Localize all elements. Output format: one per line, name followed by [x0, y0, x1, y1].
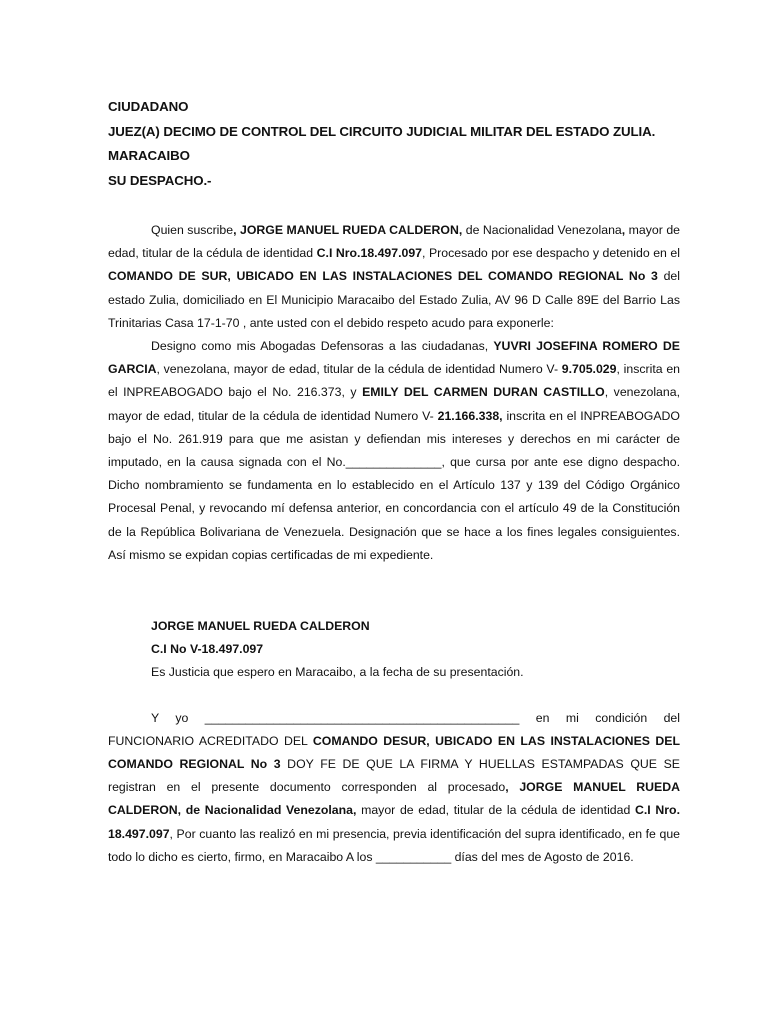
bold-run: C.I Nro.18.497.097 — [316, 246, 423, 261]
bold-run: 9.705.029 — [561, 362, 617, 377]
text-run: mayor de edad, titular de la cédula de identidad — [356, 803, 635, 818]
addressee-line: MARACAIBO — [108, 148, 190, 163]
text-run: inscrita en el INPREABOGADO bajo el No. 261.919 para que me asistan y defiendan mis intereses y derechos en mi carácter de imputado, en la causa signada con el No.______________, que cursa por ante ese digno despacho. Dicho nombramiento se fundamenta en lo establecido en el Artículo 137 y 139 del Código Orgánico Procesal Penal, y revocando mí defensa anterior, en concordancia con el artículo 49 de la Constitución de la República Bolivariana de Venezuela. Designación que se hace a los fines legales consiguientes. Así mismo se expidan copias certificadas de mi expediente. — [108, 408, 680, 562]
text-run: DOY FE DE QUE LA FIRMA Y HUELLAS ESTAMPADAS QUE SE registran en el presente documento corresponden al procesado — [108, 757, 680, 795]
bold-run: COMANDO DESUR, UBICADO EN LAS INSTALACIONES DEL COMANDO REGIONAL No 3 — [108, 733, 680, 772]
bold-run: YUVRI JOSEFINA ROMERO DE GARCIA — [108, 339, 680, 377]
bold-run: , — [621, 223, 626, 237]
text-run: Quien suscribe — [151, 223, 234, 237]
text-run: , Por cuanto las realizó en mi presencia, previa identificación del supra identificado, en fe que todo lo dicho es cierto, firmo, en Maracaibo A los ___________ días del mes de Agosto de 2016. — [108, 826, 680, 864]
bold-run: , JORGE MANUEL RUEDA CALDERON, de Nacionalidad Venezolana, — [108, 780, 680, 818]
addressee-line: CIUDADANO — [108, 99, 189, 114]
text-run: , venezolana, mayor de edad, titular de la cédula de identidad Numero V- — [108, 385, 680, 423]
addressee-block — [108, 95, 680, 193]
certification-paragraph — [108, 707, 680, 869]
document-page — [108, 95, 680, 869]
text-run: de Nacionalidad Venezolana — [462, 223, 622, 237]
signatory-ci: C.I No V-18.497.097 — [151, 642, 264, 657]
addressee-line: JUEZ(A) DECIMO DE CONTROL DEL CIRCUITO JUDICIAL MILITAR DEL ESTADO ZULIA. — [108, 123, 656, 139]
text-run: , venezolana, mayor de edad, titular de la cédula de identidad Numero V- — [156, 362, 562, 377]
bold-run: , JORGE MANUEL RUEDA CALDERON, — [233, 223, 463, 237]
intro-paragraph — [108, 219, 680, 335]
text-run: , inscrita en el INPREABOGADO bajo el No. 216.373, y — [108, 362, 680, 400]
bold-run: C.I Nro. 18.497.097 — [108, 803, 680, 841]
text-run: , Procesado por ese despacho y detenido en el — [422, 246, 680, 261]
signature-block — [151, 615, 680, 685]
text-run: Y yo ______________________________________________ en mi condición del FUNCIONARIO ACREDITADO DEL — [108, 710, 680, 748]
text-run: Designo como mis Abogadas Defensoras a las ciudadanas, — [151, 339, 494, 354]
text-run: mayor de edad, titular de la cédula de identidad — [108, 223, 680, 261]
bold-run: COMANDO DE SUR, UBICADO EN LAS INSTALACIONES DEL COMANDO REGIONAL No 3 — [108, 269, 658, 284]
text-run: del estado Zulia, domiciliado en El Municipio Maracaibo del Estado Zulia, AV 96 D Calle 89E del Barrio Las Trinitarias Casa 17-1-70 , ante usted con el debido respeto acudo para exponerle: — [108, 269, 680, 330]
designation-paragraph — [108, 335, 680, 567]
justicia-line: Es Justicia que espero en Maracaibo, a la fecha de su presentación. — [151, 665, 524, 680]
addressee-line: SU DESPACHO.- — [108, 172, 212, 188]
signatory-name: JORGE MANUEL RUEDA CALDERON — [151, 619, 370, 634]
bold-run: EMILY DEL CARMEN DURAN CASTILLO — [362, 385, 605, 400]
bold-run: 21.166.338, — [437, 408, 503, 423]
